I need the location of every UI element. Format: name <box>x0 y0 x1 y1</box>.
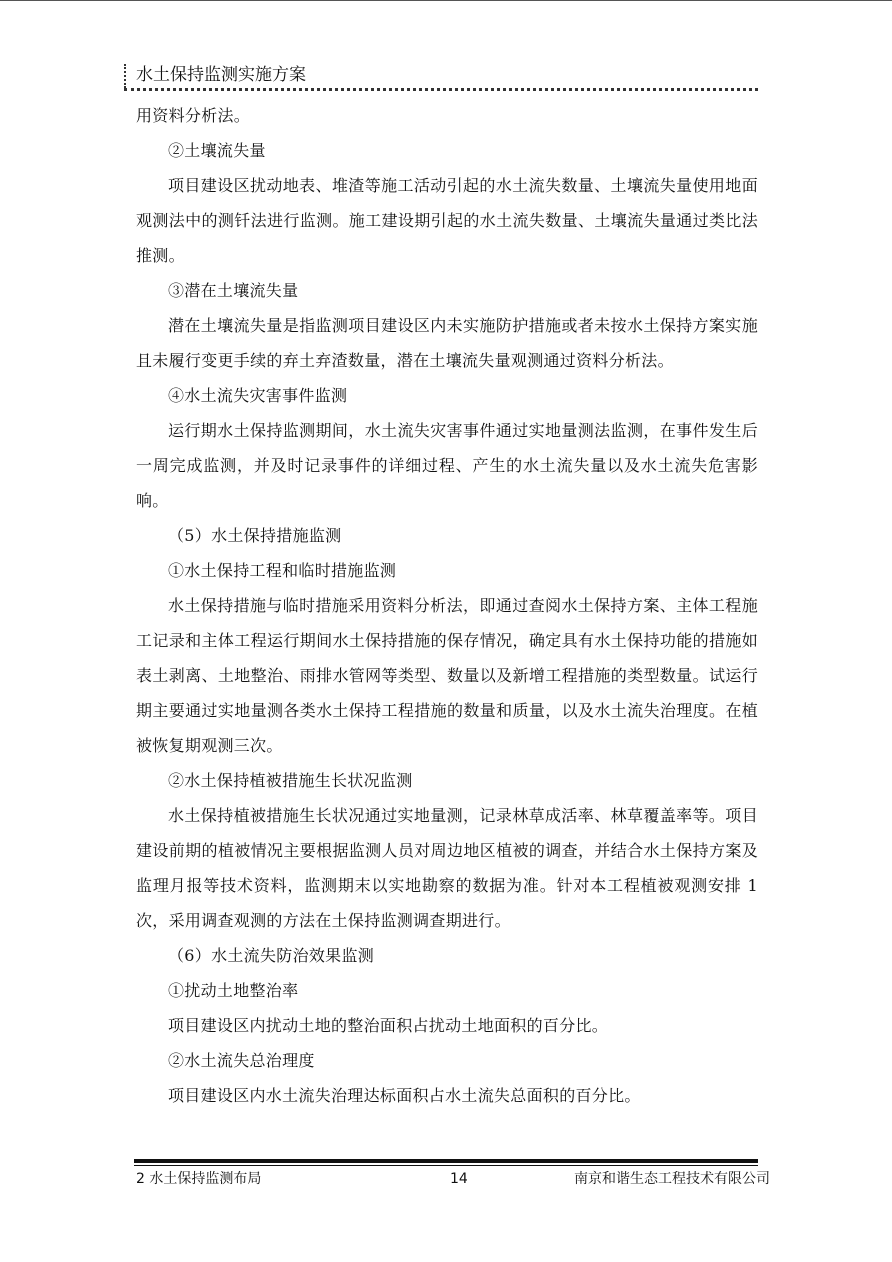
footer-chapter-title: 2 水土保持监测布局 <box>136 1171 262 1187</box>
subheading-potential-soil-loss: ③潜在土壤流失量 <box>168 281 299 300</box>
paragraph-soil-loss: 项目建设区扰动地表、堆渣等施工活动引起的水土流失数量、土壤流失量使用地面观测法中的测钎法进行监测。施工建设期引起的水土流失数量、土壤流失量通过类比法推测。 <box>136 176 758 265</box>
paragraph-land-remediation-rate: 项目建设区内扰动土地的整治面积占扰动土地面积的百分比。 <box>168 1016 609 1035</box>
section-heading-measures: （5）水土保持措施监测 <box>168 526 342 545</box>
page-number: 14 <box>450 1171 468 1187</box>
running-header-title: 水土保持监测实施方案 <box>136 65 306 85</box>
page-top-edge <box>0 0 892 1</box>
subheading-vegetation-measures: ②水土保持植被措施生长状况监测 <box>168 771 413 790</box>
body-text <box>136 98 758 1113</box>
paragraph-total-control-degree: 项目建设区内水土流失治理达标面积占水土流失总面积的百分比。 <box>168 1086 641 1105</box>
footer-thick-rule <box>134 1159 758 1163</box>
subheading-total-control-degree: ②水土流失总治理度 <box>168 1051 315 1070</box>
section-heading-prevention-effect: （6）水土流失防治效果监测 <box>168 946 375 965</box>
paragraph-disaster-monitoring: 运行期水土保持监测期间，水土流失灾害事件通过实地量测法监测，在事件发生后一周完成监测，并及时记录事件的详细过程、产生的水土流失量以及水土流失危害影响。 <box>136 421 758 510</box>
paragraph-vegetation-measures: 水土保持植被措施生长状况通过实地量测，记录林草成活率、林草覆盖率等。项目建设前期的植被情况主要根据监测人员对周边地区植被的调查，并结合水土保持方案及监理月报等技术资料，监测期末以实地勘察的数据为准。针对本工程植被观测安排 1 次，采用调查观测的方法在土保持监测调查期进行。 <box>136 806 758 930</box>
subheading-engineering-measures: ①水土保持工程和临时措施监测 <box>168 561 397 580</box>
footer-thin-rule <box>134 1165 758 1166</box>
subheading-land-remediation-rate: ①扰动土地整治率 <box>168 981 299 1000</box>
header-dotted-rule <box>124 88 758 91</box>
header-margin-mark <box>124 64 126 88</box>
footer-company-name: 南京和谐生态工程技术有限公司 <box>574 1171 770 1187</box>
subheading-soil-loss: ②土壤流失量 <box>168 141 266 160</box>
subheading-disaster-monitoring: ④水土流失灾害事件监测 <box>168 386 348 405</box>
paragraph-engineering-measures: 水土保持措施与临时措施采用资料分析法，即通过查阅水土保持方案、主体工程施工记录和主体工程运行期间水土保持措施的保存情况，确定具有水土保持功能的措施如表土剥离、土地整治、雨排水管网等类型、数量以及新增工程措施的类型数量。试运行期主要通过实地量测各类水土保持工程措施的数量和质量，以及水土流失治理度。在植被恢复期观测三次。 <box>136 596 758 755</box>
paragraph-potential-soil-loss: 潜在土壤流失量是指监测项目建设区内未实施防护措施或者未按水土保持方案实施且未履行变更手续的弃土弃渣数量，潜在土壤流失量观测通过资料分析法。 <box>136 316 758 370</box>
paragraph-continuation: 用资料分析法。 <box>136 106 251 125</box>
